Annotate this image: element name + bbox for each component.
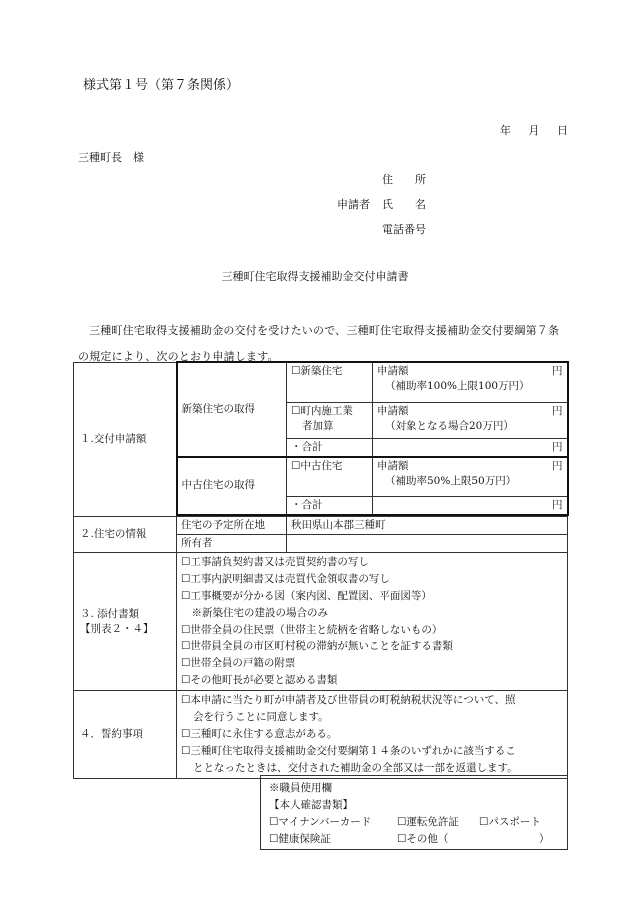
application-table	[73, 361, 569, 779]
yen-unit: 円	[552, 459, 563, 472]
pledge-permanent-residence[interactable]: ☐三種町に永住する意志がある。	[181, 728, 338, 740]
used-house-subtotal-label: ・合計	[287, 497, 373, 516]
attachment-breakdown[interactable]: ☐工事内訳明細書又は売買代金領収書の写し	[181, 573, 390, 586]
id-docs-label: 【本人確認書類】	[269, 799, 353, 811]
new-house-checkbox[interactable]: ☐新築住宅	[287, 362, 373, 402]
health-insurance-checkbox[interactable]: ☐健康保険証	[269, 833, 331, 845]
mynumber-card-checkbox[interactable]: ☐マイナンバーカード	[269, 816, 372, 828]
other-id-checkbox[interactable]: ☐その他（	[397, 833, 449, 845]
new-house-subtotal-amount[interactable]: 円	[373, 438, 568, 457]
amount-label: 申請額	[377, 459, 409, 472]
pledge-tax-consent-cont: 会を行うことに同意します。	[193, 711, 329, 723]
local-addon-note: （対象となる場合20万円）	[385, 419, 514, 432]
staff-use-box	[260, 775, 568, 850]
local-contractor-addon-checkbox[interactable]: ☐町内施工業 者加算	[287, 402, 373, 438]
attachment-contract[interactable]: ☐工事請負契約書又は売買契約書の写し	[181, 556, 369, 569]
amount-label: 申請額	[377, 365, 409, 377]
name-label: 氏 名	[382, 198, 426, 211]
section2-label: ２.住宅の情報	[74, 517, 177, 553]
pledge-list	[177, 691, 568, 779]
other-id-close: ）	[539, 833, 550, 845]
used-house-subtotal-amount[interactable]: 円	[373, 497, 568, 516]
intro-paragraph: 三種町住宅取得支援補助金の交付を受けたいので、三種町住宅取得支援補助金交付要綱第７条の規定により、次のとおり申請します。	[78, 324, 560, 363]
section4-label: ４．誓約事項	[74, 691, 177, 779]
phone-label: 電話番号	[382, 223, 426, 236]
form-number: 様式第１号（第７条関係）	[83, 78, 240, 93]
amount-label: 申請額	[377, 404, 409, 417]
owner-label: 所有者	[177, 535, 287, 553]
document-title: 三種町住宅取得支援補助金交付申請書	[221, 270, 409, 283]
pledge-refund-cont: ととなったときは、交付された補助金の全部又は一部を返還します。	[193, 762, 518, 774]
drivers-license-checkbox[interactable]: ☐運転免許証	[397, 816, 459, 828]
attachment-drawings-note: ※新築住宅の建設の場合のみ	[181, 606, 328, 619]
attachment-drawings[interactable]: ☐工事概要が分かる図（案内図、配置図、平面図等）	[181, 589, 432, 602]
addressee: 三種町長 様	[78, 151, 144, 164]
location-label: 住宅の予定所在地	[177, 517, 287, 535]
new-house-note: （補助率100%上限100万円）	[385, 380, 530, 392]
date-line: 年 月 日	[500, 124, 568, 137]
used-house-checkbox[interactable]: ☐中古住宅	[287, 457, 373, 497]
address-label: 住 所	[382, 173, 426, 186]
owner-value[interactable]	[287, 535, 568, 553]
location-value[interactable]: 秋田県山本郡三種町	[287, 517, 568, 535]
used-house-note: （補助率50%上限50万円）	[385, 474, 517, 487]
section1-label: １.交付申請額	[74, 362, 177, 517]
attachment-resident-record[interactable]: ☐世帯全員の住民票（世帯主と続柄を省略しないもの）	[181, 623, 443, 636]
passport-checkbox[interactable]: ☐パスポート	[479, 816, 541, 828]
new-house-amount-cell[interactable]	[373, 362, 568, 402]
attachment-family-register[interactable]: ☐世帯全員の戸籍の附票	[181, 657, 296, 670]
section3-label: ３. 添付書類 【別表２・４】	[74, 553, 177, 691]
used-house-amount-cell[interactable]	[373, 457, 568, 497]
staff-use-title: ※職員使用欄	[269, 782, 332, 794]
attachment-tax-certificate[interactable]: ☐世帯員全員の市区町村税の滞納が無いことを証する書類	[181, 640, 453, 653]
attachments-list	[177, 553, 568, 691]
yen-unit: 円	[552, 365, 563, 377]
pledge-tax-consent[interactable]: ☐本申請に当たり町が申請者及び世帯員の町税納税状況等について、照	[181, 694, 516, 706]
yen-unit: 円	[552, 404, 563, 417]
attachment-other[interactable]: ☐その他町長が必要と認める書類	[181, 673, 338, 686]
applicant-role-label: 申請者	[337, 198, 370, 211]
new-house-group-label: 新築住宅の取得	[177, 362, 287, 457]
new-house-subtotal-label: ・合計	[287, 438, 373, 457]
local-addon-amount-cell[interactable]	[373, 402, 568, 438]
used-house-group-label: 中古住宅の取得	[177, 457, 287, 516]
pledge-refund[interactable]: ☐三種町住宅取得支援補助金交付要綱第１４条のいずれかに該当するこ	[181, 745, 516, 757]
